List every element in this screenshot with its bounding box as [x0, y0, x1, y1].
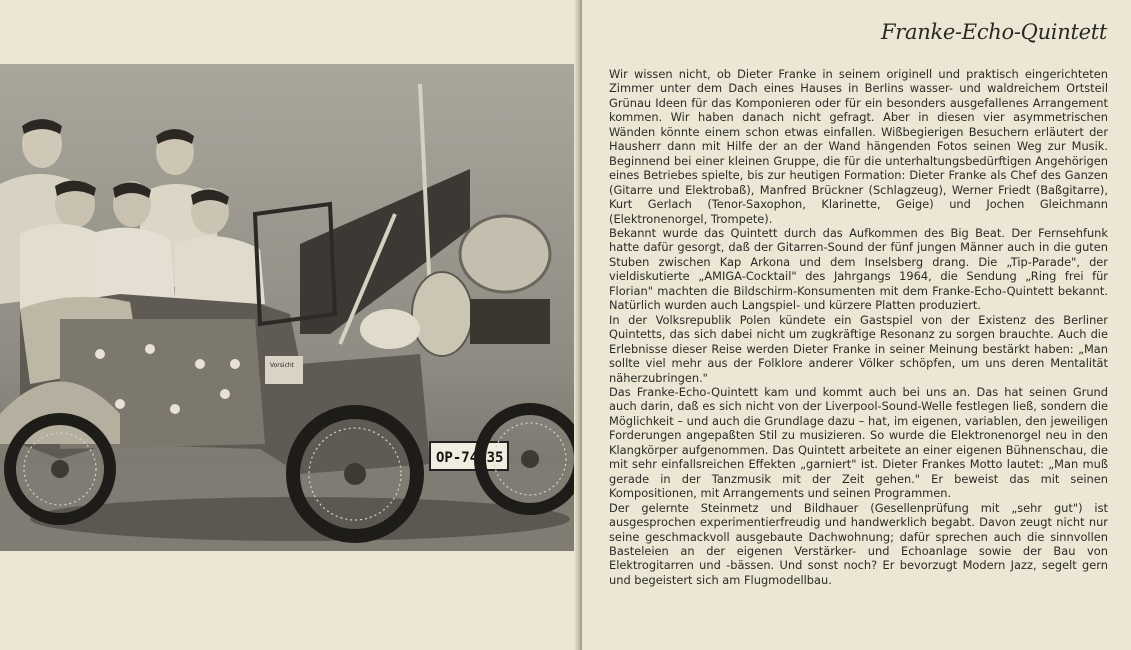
paragraph: Bekannt wurde das Quintett durch das Aufkommen des Big Beat. Der Fernsehfunk hatte dafür gesorgt, daß der Gitarren-Sound der fünf jungen Männer auch in die guten Stuben zwischen Kap Arkona und dem Inselsberg drang. Die „Tip-Parade", der vieldiskutierte „AMIGA-Cocktail" des Jahrgangs 1964, die Sendung „Ring frei für Florian" machten die Bildschirm-Konsumenten mit dem Franke-Echo-Quintett bekannt. Natürlich wurden auch Langspiel- und kürzere Platten produziert.: [609, 225, 1108, 313]
paragraph: Wir wissen nicht, ob Dieter Franke in seinem originell und praktisch eingerichteten Zimmer unter dem Dach eines Hauses in Berlins wasser- und waldreichem Ortsteil Grünau Ideen für das Komponieren oder für ein besonders ausgefallenes Arrangement kommen. Wir haben danach nicht gefragt. Aber in diesen vier asymmetrischen Wänden könnte einem schon etwas einfallen. Wißbegierigen Besuchern erläutert der Hausherr dann mit Hilfe der an der Wand hängenden Fotos seinen Weg zur Musik. Beginnend bei einer kleinen Gruppe, die für die unterhaltungsbedürftigen Angehörigen eines Betriebes spielte, bis zur heutigen Formation: Dieter Franke als Chef des Ganzen (Gitarre und Elektrobaß), Manfred Brückner (Schlagzeug), Werner Friedt (Baßgitarre), Kurt Gerlach (Tenor-Saxophon, Klarinette, Geige) und Jochen Gleichmann (Elektronenorgel, Trompete).: [609, 67, 1108, 226]
paragraph: Der gelernte Steinmetz und Bildhauer (Gesellenprüfung mit „sehr gut") ist ausgesprochen experimentierfreudig und handwerklich begabt. Davon zeugt nicht nur seine geschmackvoll ausgebaute Dachwohnung; dafür sprechen auch die sinnvollen Basteleien an der eigenen Verstärker- und Echoanlage sowie der Bau von Elektrogitarren und -bässen. Und sonst noch? Er bevorzugt Modern Jazz, segelt gern und begeistert sich am Flugmodellbau.: [609, 500, 1108, 587]
license-plate: OP-74-35: [436, 450, 504, 466]
car-sign: Vorsicht: [270, 362, 295, 369]
paragraph: Das Franke-Echo-Quintett kam und kommt auch bei uns an. Das hat seinen Grund auch darin, daß es sich nicht von der Liverpool-Sound-Welle festlegen ließ, sondern die Möglichkeit – und auch die Grundlage dazu – hat, im eigenen, variablen, den jeweiligen Forderungen angepaßten Stil zu musizieren. So wurde die Elektronenorgel neu in den Klangkörper aufgenommen. Das Quintett arbeitete an einer eigenen Bühnenschau, die mit sehr einfallsreichen Effekten „garniert" ist. Dieter Frankes Motto lautet: „Man muß gerade in der Tanzmusik mit der Zeit gehen." Er beweist das mit seinen Kompositionen, mit Arrangements und seinen Programmen.: [609, 384, 1108, 501]
band-car-illustration: [0, 64, 578, 551]
article-body: [609, 67, 1108, 587]
band-photo: [0, 64, 578, 551]
page-title: Franke-Echo-Quintett: [881, 20, 1107, 44]
paragraph: In der Volksrepublik Polen kündete ein Gastspiel von der Existenz des Berliner Quintetts, das sich dabei nicht um zugkräftige Resonanz zu sorgen brauchte. Auch die Erlebnisse dieser Reise werden Dieter Franke in seiner Meinung bestärkt haben: „Man sollte viel mehr aus der Folklore anderer Völker schöpfen, um uns deren Mentalität näherzubringen.": [609, 312, 1108, 385]
